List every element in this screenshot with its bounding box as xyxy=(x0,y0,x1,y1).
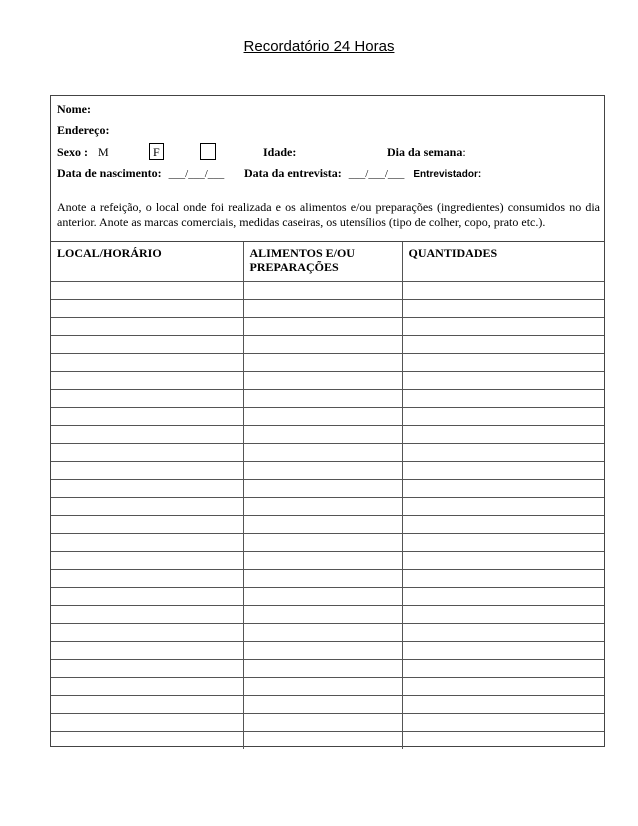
quantidades-cell[interactable] xyxy=(402,462,604,480)
local-cell[interactable] xyxy=(51,606,243,624)
local-cell[interactable] xyxy=(51,282,243,300)
address-label: Endereço: xyxy=(57,123,110,137)
quantidades-cell[interactable] xyxy=(402,534,604,552)
quantidades-cell[interactable] xyxy=(402,642,604,660)
quantidades-cell[interactable] xyxy=(402,426,604,444)
sex-m-label: M xyxy=(98,145,109,159)
birthdate-field[interactable]: ___/___/___ xyxy=(168,168,225,180)
interview-date-field[interactable]: ___/___/___ xyxy=(348,168,405,180)
table-row xyxy=(51,426,604,444)
table-row xyxy=(51,588,604,606)
quantidades-cell[interactable] xyxy=(402,354,604,372)
local-cell[interactable] xyxy=(51,678,243,696)
table-row xyxy=(51,282,604,300)
quantidades-cell[interactable] xyxy=(402,714,604,732)
quantidades-cell[interactable] xyxy=(402,300,604,318)
alimentos-cell[interactable] xyxy=(243,624,402,642)
local-cell[interactable] xyxy=(51,534,243,552)
alimentos-cell[interactable] xyxy=(243,498,402,516)
alimentos-cell[interactable] xyxy=(243,570,402,588)
local-cell[interactable] xyxy=(51,714,243,732)
table-header-row xyxy=(51,242,604,282)
interview-date-row xyxy=(244,166,481,181)
local-cell[interactable] xyxy=(51,732,243,750)
table-row xyxy=(51,372,604,390)
table-row xyxy=(51,498,604,516)
quantidades-cell[interactable] xyxy=(402,282,604,300)
weekday-label: Dia da semana: xyxy=(387,145,466,159)
alimentos-cell[interactable] xyxy=(243,606,402,624)
table-row xyxy=(51,480,604,498)
local-cell[interactable] xyxy=(51,552,243,570)
page-title: Recordatório 24 Horas xyxy=(243,38,395,55)
alimentos-cell[interactable] xyxy=(243,300,402,318)
table-row xyxy=(51,444,604,462)
local-cell[interactable] xyxy=(51,444,243,462)
local-cell[interactable] xyxy=(51,498,243,516)
quantidades-cell[interactable] xyxy=(402,606,604,624)
local-cell[interactable] xyxy=(51,588,243,606)
table-row xyxy=(51,336,604,354)
birthdate-row xyxy=(57,166,224,181)
alimentos-cell[interactable] xyxy=(243,444,402,462)
table-row xyxy=(51,696,604,714)
quantidades-cell[interactable] xyxy=(402,516,604,534)
alimentos-cell[interactable] xyxy=(243,426,402,444)
alimentos-cell[interactable] xyxy=(243,534,402,552)
birthdate-label: Data de nascimento: xyxy=(57,166,162,180)
quantidades-cell[interactable] xyxy=(402,408,604,426)
quantidades-cell[interactable] xyxy=(402,660,604,678)
interviewer-label: Entrevistador: xyxy=(413,169,482,180)
alimentos-cell[interactable] xyxy=(243,390,402,408)
alimentos-cell[interactable] xyxy=(243,642,402,660)
interview-date-label: Data da entrevista: xyxy=(244,166,342,180)
quantidades-cell[interactable] xyxy=(402,732,604,750)
quantidades-cell[interactable] xyxy=(402,480,604,498)
alimentos-cell[interactable] xyxy=(243,660,402,678)
quantidades-cell[interactable] xyxy=(402,318,604,336)
table-row xyxy=(51,642,604,660)
local-cell[interactable] xyxy=(51,570,243,588)
alimentos-cell[interactable] xyxy=(243,480,402,498)
quantidades-cell[interactable] xyxy=(402,552,604,570)
alimentos-cell[interactable] xyxy=(243,696,402,714)
alimentos-cell[interactable] xyxy=(243,318,402,336)
local-cell[interactable] xyxy=(51,480,243,498)
recall-form xyxy=(50,95,605,747)
local-cell[interactable] xyxy=(51,642,243,660)
local-cell[interactable] xyxy=(51,390,243,408)
local-cell[interactable] xyxy=(51,462,243,480)
age-label: Idade: xyxy=(263,145,297,159)
quantidades-cell[interactable] xyxy=(402,588,604,606)
quantidades-cell[interactable] xyxy=(402,696,604,714)
table-row xyxy=(51,660,604,678)
table-row xyxy=(51,534,604,552)
local-cell[interactable] xyxy=(51,660,243,678)
sex-m-checkbox[interactable] xyxy=(149,143,164,160)
table-row xyxy=(51,390,604,408)
local-cell[interactable] xyxy=(51,300,243,318)
quantidades-cell[interactable] xyxy=(402,570,604,588)
alimentos-cell[interactable] xyxy=(243,552,402,570)
quantidades-cell[interactable] xyxy=(402,678,604,696)
local-cell[interactable] xyxy=(51,516,243,534)
quantidades-cell[interactable] xyxy=(402,624,604,642)
table-row xyxy=(51,570,604,588)
local-cell[interactable] xyxy=(51,408,243,426)
table-row xyxy=(51,300,604,318)
quantidades-cell[interactable] xyxy=(402,336,604,354)
alimentos-cell[interactable] xyxy=(243,678,402,696)
instructions: Anote a refeição, o local onde foi realizada e os alimentos e/ou preparações (ingredientes) consumidos no dia anterior. Anote as marcas comerciais, medidas caseiras, os utensílios (tipo de colher, copo, prato etc.). xyxy=(57,200,600,229)
quantidades-cell[interactable] xyxy=(402,444,604,462)
table-row xyxy=(51,408,604,426)
table-row xyxy=(51,714,604,732)
local-cell[interactable] xyxy=(51,372,243,390)
table-row xyxy=(51,732,604,750)
local-cell[interactable] xyxy=(51,318,243,336)
local-cell[interactable] xyxy=(51,426,243,444)
name-label: Nome: xyxy=(57,102,91,116)
local-cell[interactable] xyxy=(51,624,243,642)
table-row xyxy=(51,606,604,624)
quantidades-cell[interactable] xyxy=(402,498,604,516)
column-header-alimentos: ALIMENTOS E/OU PREPARAÇÕES xyxy=(243,242,402,282)
table-row xyxy=(51,552,604,570)
alimentos-cell[interactable] xyxy=(243,462,402,480)
column-header-local: LOCAL/HORÁRIO xyxy=(51,242,243,282)
local-cell[interactable] xyxy=(51,336,243,354)
table-row xyxy=(51,354,604,372)
sex-f-checkbox[interactable] xyxy=(200,143,216,160)
recall-table xyxy=(51,242,604,749)
quantidades-cell[interactable] xyxy=(402,390,604,408)
table-row xyxy=(51,516,604,534)
table-row xyxy=(51,624,604,642)
table-row xyxy=(51,318,604,336)
alimentos-cell[interactable] xyxy=(243,408,402,426)
alimentos-cell[interactable] xyxy=(243,516,402,534)
sex-label: Sexo : xyxy=(57,145,88,159)
column-header-quantidades: QUANTIDADES xyxy=(402,242,604,282)
alimentos-cell[interactable] xyxy=(243,282,402,300)
alimentos-cell[interactable] xyxy=(243,336,402,354)
alimentos-cell[interactable] xyxy=(243,588,402,606)
alimentos-cell[interactable] xyxy=(243,732,402,750)
alimentos-cell[interactable] xyxy=(243,354,402,372)
alimentos-cell[interactable] xyxy=(243,372,402,390)
local-cell[interactable] xyxy=(51,354,243,372)
table-row xyxy=(51,678,604,696)
table-row xyxy=(51,462,604,480)
alimentos-cell[interactable] xyxy=(243,714,402,732)
local-cell[interactable] xyxy=(51,696,243,714)
sex-f-label: F xyxy=(153,145,160,159)
quantidades-cell[interactable] xyxy=(402,372,604,390)
